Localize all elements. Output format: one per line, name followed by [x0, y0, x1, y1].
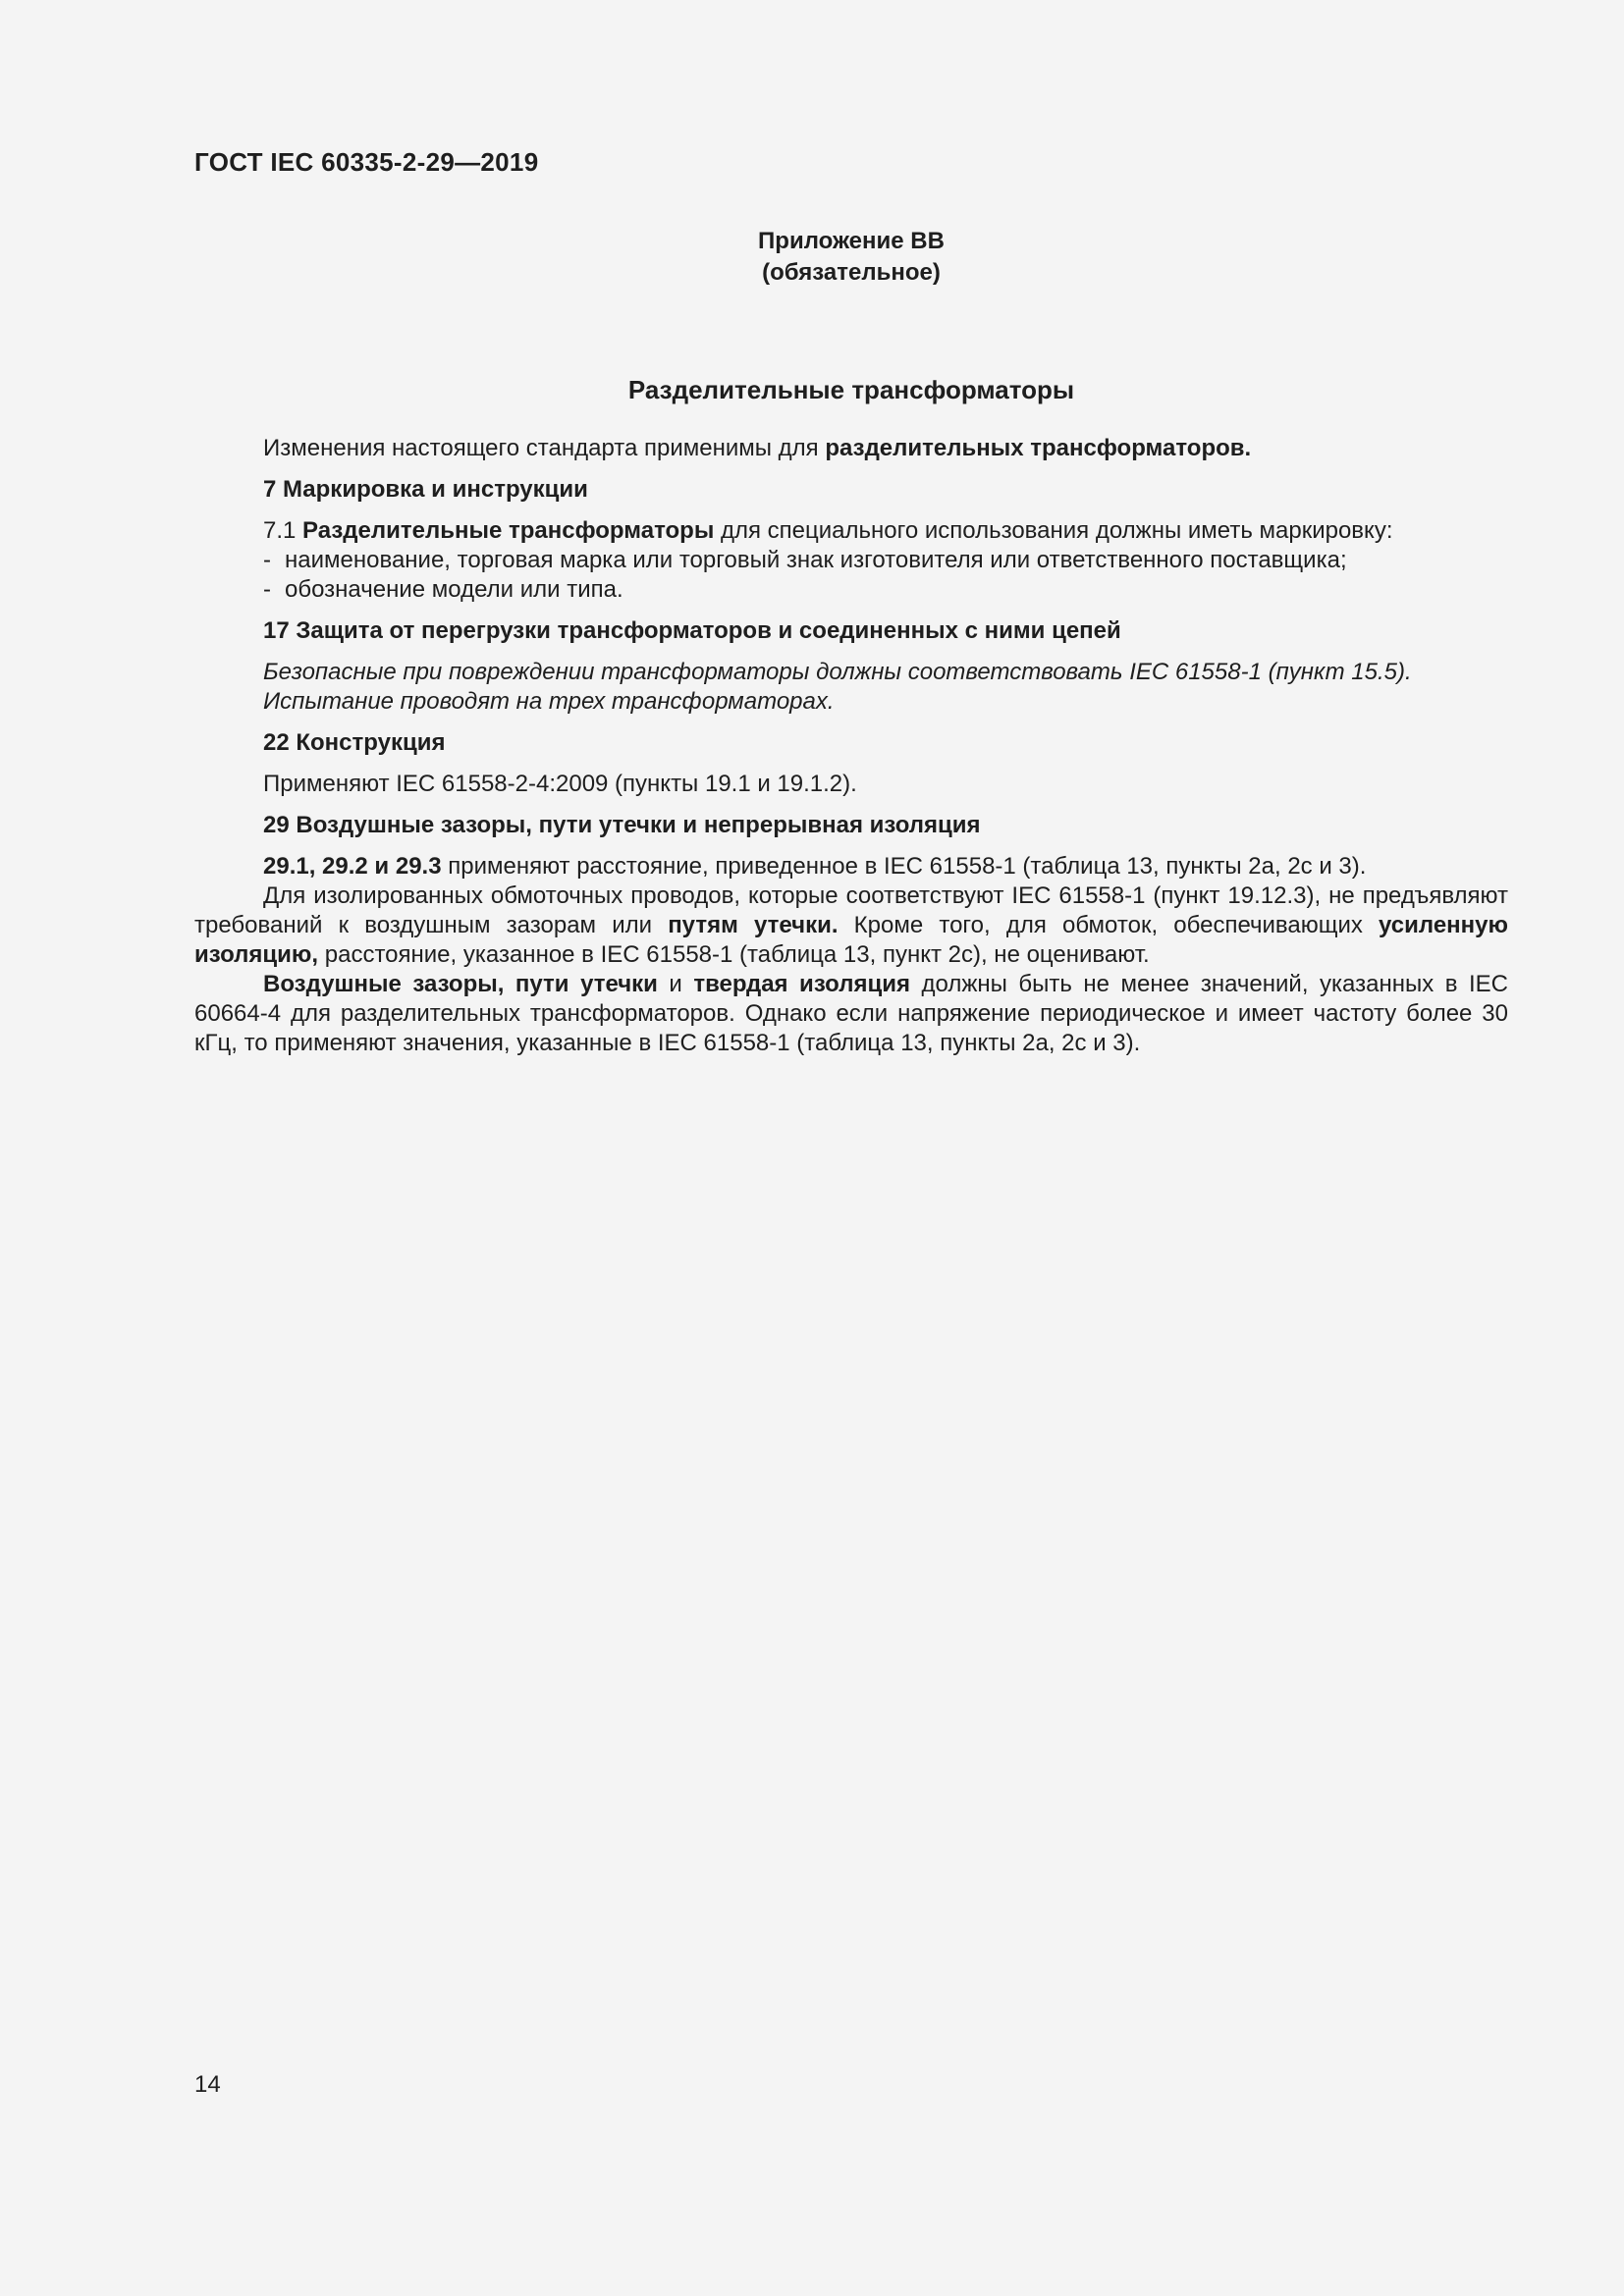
- clause-text: для специального использования должны иметь маркировку:: [714, 517, 1393, 544]
- page-number: 14: [194, 2071, 221, 2098]
- section-17-line-1: [194, 658, 1508, 687]
- section-17-line-2: [194, 687, 1508, 717]
- clause-bold: 29.1, 29.2 и 29.3: [263, 853, 442, 880]
- paragraph-winding-wires: [194, 881, 1508, 970]
- annex-name: Приложение ВВ: [758, 228, 945, 254]
- document-body: [194, 434, 1508, 1058]
- section-title: Разделительные трансформаторы: [627, 375, 1075, 404]
- section-22-heading: 22 Конструкция: [263, 729, 446, 756]
- bold-run: твердая изоляция: [693, 971, 910, 997]
- bold-run: путям утечки.: [668, 912, 839, 938]
- section-22-text: Применяют IEC 61558-2-4:2009 (пункты 19.1 и 19.1.2).: [263, 771, 857, 797]
- italic-text: Безопасные при повреждении трансформаторы должны соответствовать IEC 61558-1 (пункт 15.5).: [263, 659, 1412, 685]
- list-item: [194, 546, 1508, 575]
- list-item: [194, 575, 1508, 605]
- text-run: и: [657, 971, 694, 997]
- document-header: ГОСТ IEC 60335-2-29—2019: [194, 147, 539, 177]
- clause-bold: Разделительные трансформаторы: [302, 517, 715, 544]
- clause-7-1: [194, 516, 1508, 546]
- paragraph-clearances: [194, 970, 1508, 1058]
- section-17-heading: 17 Защита от перегрузки трансформаторов и соединенных с ними цепей: [263, 617, 1121, 644]
- annex-status: (обязательное): [762, 259, 941, 286]
- text-run: должны быть не менее значений, указанных в IEC 60664-4 для разделительных трансформаторов. Однако если напряжение периодическое и имеет частоту более 30 кГц, то применяют значения, указанные в IEC 61558-1 (таблица 13, пункты 2а, 2с и 3).: [194, 971, 1509, 1056]
- list-item-text: наименование, торговая марка или торговый знак изготовителя или ответственного поставщика;: [285, 547, 1347, 573]
- italic-text: Испытание проводят на трех трансформаторах.: [263, 688, 835, 715]
- section-7-heading: 7 Маркировка и инструкции: [263, 476, 588, 503]
- text-run: расстояние, указанное в IEC 61558-1 (таблица 13, пункт 2с), не оценивают.: [318, 941, 1150, 968]
- clause-number: 7.1: [263, 517, 303, 544]
- intro-paragraph: [194, 434, 1508, 463]
- intro-bold: разделительных трансформаторов.: [825, 435, 1252, 461]
- dash-marker: -: [263, 576, 271, 603]
- dash-marker: -: [263, 547, 271, 573]
- clause-29-1: [194, 852, 1508, 881]
- bold-run: усиленную изоляцию,: [194, 912, 1509, 968]
- bold-run: Воздушные зазоры, пути утечки: [263, 971, 658, 997]
- text-run: Кроме того, для обмоток, обеспечивающих: [838, 912, 1380, 938]
- clause-text: применяют расстояние, приведенное в IEC 61558-1 (таблица 13, пункты 2а, 2с и 3).: [441, 853, 1367, 880]
- intro-text: Изменения настоящего стандарта применимы для: [263, 435, 826, 461]
- section-29-heading: 29 Воздушные зазоры, пути утечки и непрерывная изоляция: [263, 812, 981, 838]
- text-run: Для изолированных обмоточных проводов, которые соответствуют IEC 61558-1 (пункт 19.12.3), не предъявляют требований к воздушным зазорам или: [194, 882, 1508, 938]
- list-item-text: обозначение модели или типа.: [285, 576, 623, 603]
- annex-title: [194, 226, 1508, 289]
